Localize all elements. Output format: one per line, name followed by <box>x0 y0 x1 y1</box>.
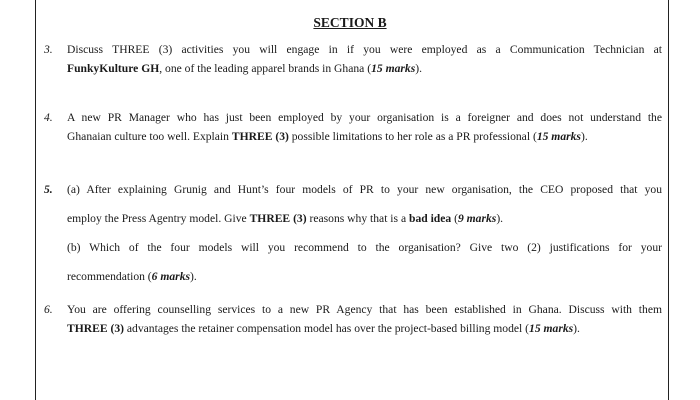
question-text-line: recommendation (6 marks). <box>67 270 197 283</box>
question-4 <box>44 108 662 148</box>
brand-name: FunkyKulture GH <box>67 62 160 75</box>
marks: 9 marks <box>457 212 497 225</box>
question-text-line: Ghanaian culture too well. Explain THREE (3) possible limitations to her role as a PR professional (15 marks). <box>67 130 588 143</box>
question-text-line: FunkyKulture GH, one of the leading apparel brands in Ghana (15 marks). <box>67 62 422 75</box>
marks: 6 marks <box>151 270 191 283</box>
question-text-line: A new PR Manager who has just been employed by your organisation is a foreigner and does not understand the <box>67 111 662 124</box>
question-number: 4. <box>44 111 53 124</box>
question-3 <box>44 40 662 80</box>
question-text-line: (a) After explaining Grunig and Hunt’s four models of PR to your new organisation, the CEO proposed that you <box>67 183 662 196</box>
question-text-line: Discuss THREE (3) activities you will engage in if you were employed as a Communication Technician at <box>67 43 662 56</box>
left-border-line <box>35 0 36 400</box>
question-number: 5. <box>44 183 53 196</box>
marks: 15 marks <box>536 130 581 143</box>
question-text-line: employ the Press Agentry model. Give THREE (3) reasons why that is a bad idea (9 marks). <box>67 212 504 225</box>
section-title: SECTION B <box>313 15 387 30</box>
question-number: 6. <box>44 303 53 316</box>
question-text-line: You are offering counselling services to a new PR Agency that has been established in Ghana. Discuss with them <box>67 303 662 316</box>
question-text-line: (b) Which of the four models will you recommend to the organisation? Give two (2) justifications for your <box>67 241 662 254</box>
question-number: 3. <box>44 43 53 56</box>
question-5 <box>44 180 662 290</box>
right-border-line <box>668 0 669 400</box>
question-6 <box>44 300 662 340</box>
marks: 15 marks <box>529 322 574 335</box>
marks: 15 marks <box>371 62 416 75</box>
question-text-line: THREE (3) advantages the retainer compensation model has over the project-based billing model (15 marks). <box>67 322 580 335</box>
